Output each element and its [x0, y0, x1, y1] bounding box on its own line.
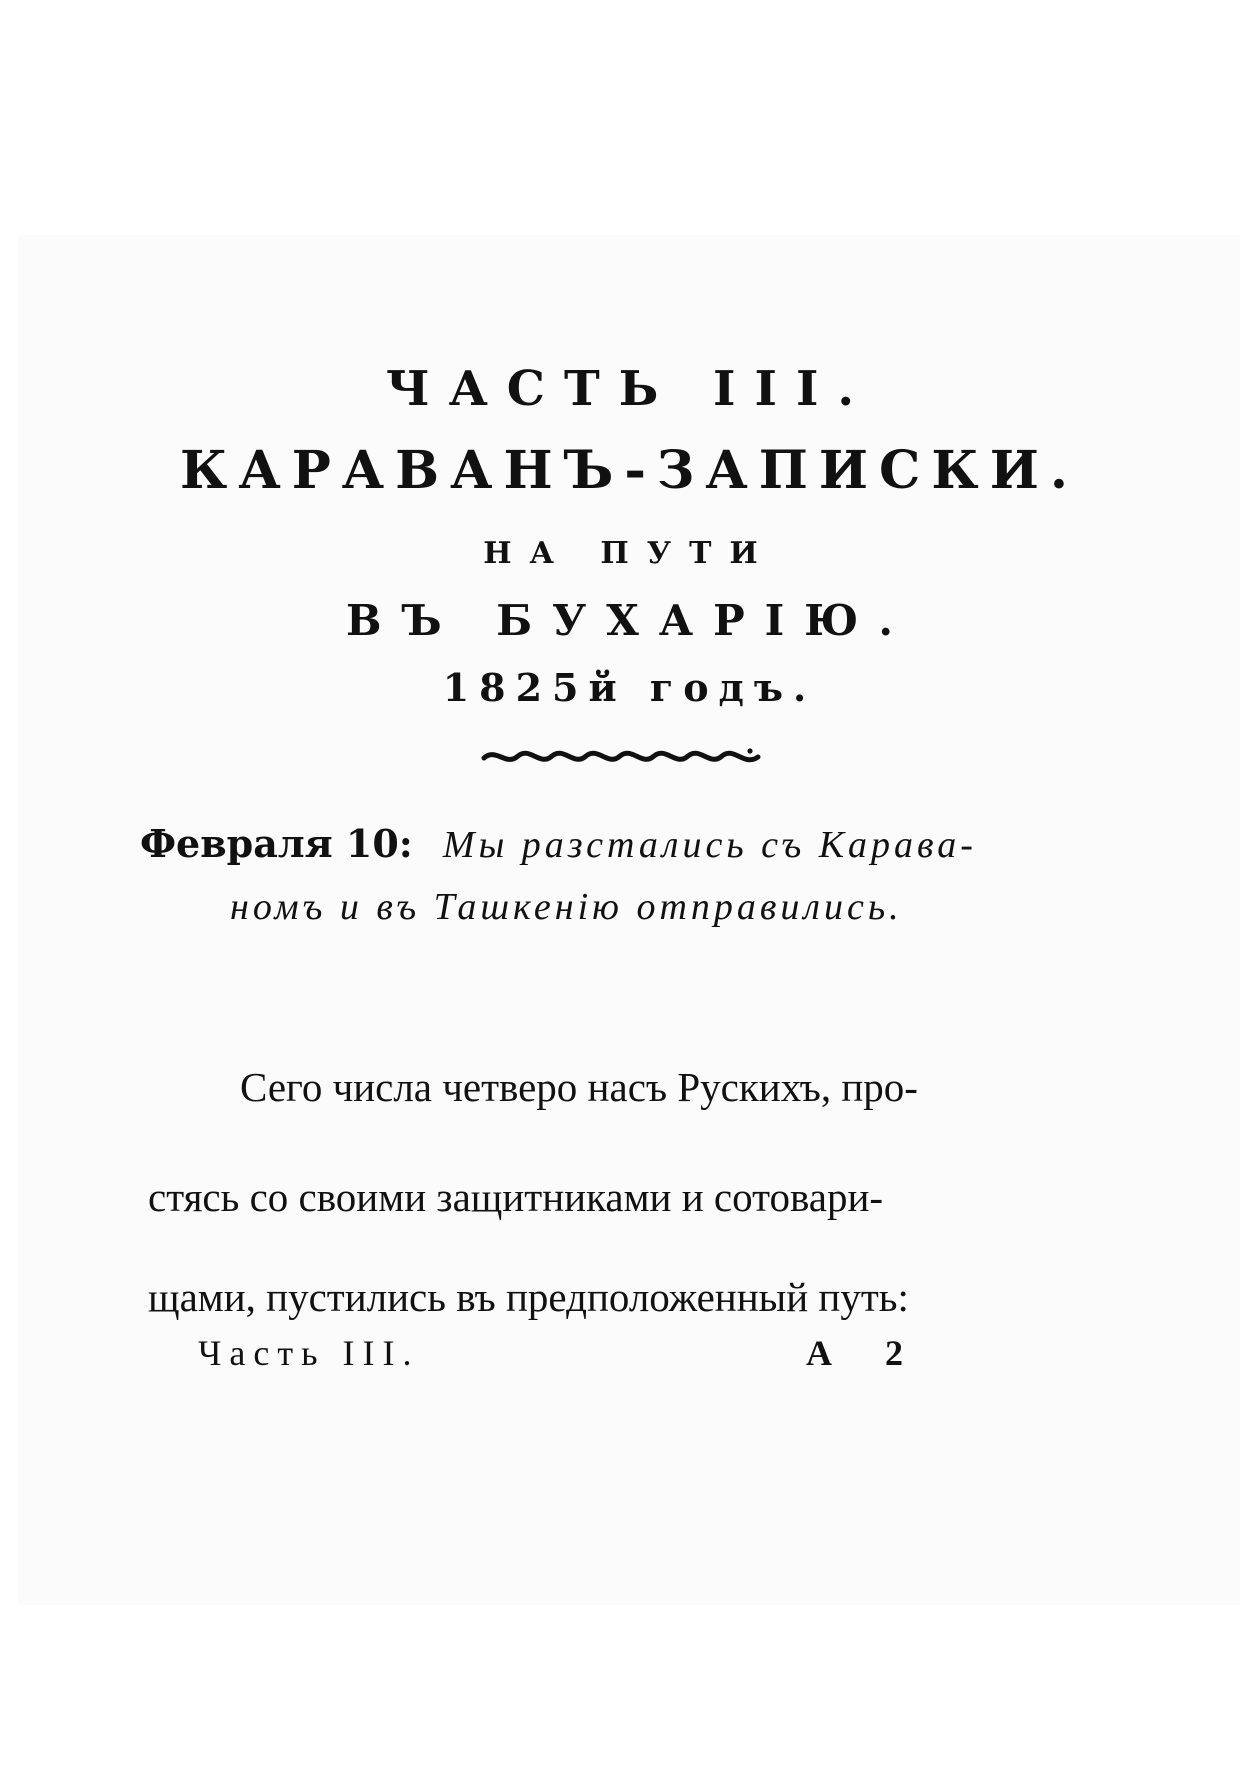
entry-heading-second-line — [230, 882, 1130, 930]
subtitle-destination: ВЪ БУХАРІЮ. — [346, 596, 913, 645]
running-title: Часть III. — [198, 1333, 420, 1373]
entry-heading-first-line — [140, 820, 1130, 868]
entry-heading-text-1: Мы разстались съ Карава- — [442, 824, 977, 866]
part-title: ЧАСТЬ III. — [385, 361, 874, 417]
printer-signature: А 2 — [806, 1333, 925, 1373]
wavy-ornament — [480, 743, 762, 769]
subtitle-route: НА ПУТИ — [483, 536, 776, 571]
body-line-1: Сего числа четверо насъ Рускихъ, про- — [240, 1064, 918, 1110]
body-line-2: стясь со своими защитниками и сотовари- — [148, 1174, 884, 1220]
year-line: 1825й годъ. — [442, 665, 817, 710]
entry-heading-text-2: номъ и въ Ташкенію отправились. — [230, 886, 903, 928]
entry-date: Февраля 10: — [140, 821, 413, 866]
main-title: КАРАВАНЪ-ЗАПИСКИ. — [180, 440, 1079, 501]
body-line-3: щами, пустились въ предположенный путь: — [148, 1274, 909, 1320]
page-footer — [198, 1328, 958, 1378]
